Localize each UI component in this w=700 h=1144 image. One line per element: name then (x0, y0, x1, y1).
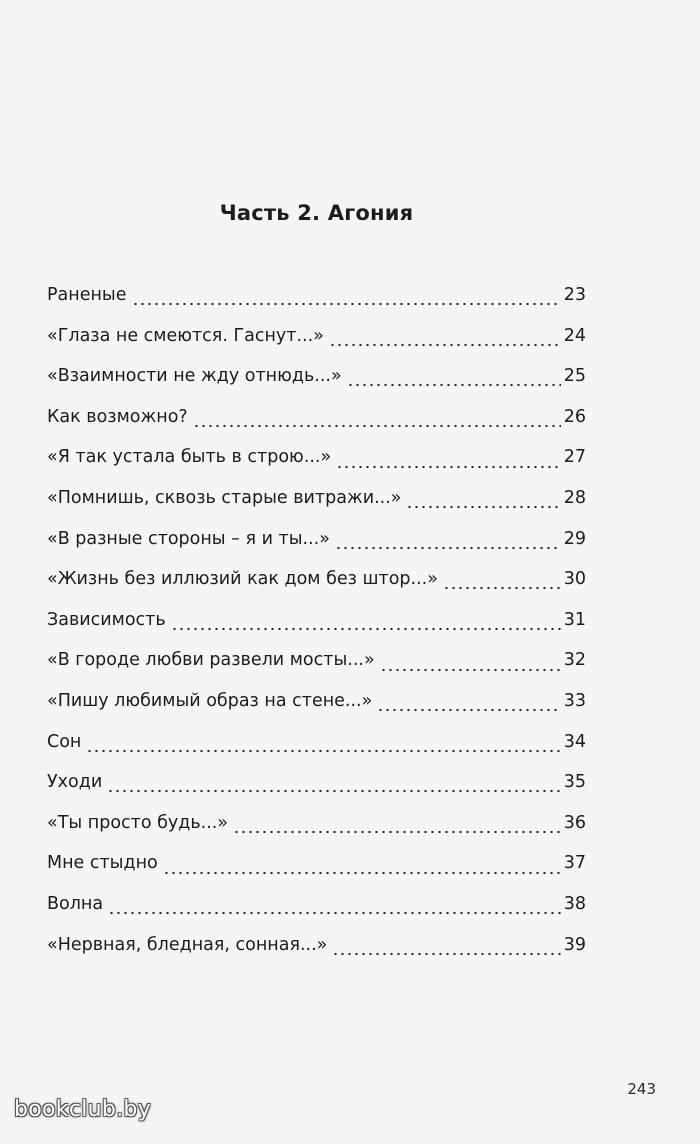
toc-entry-page: 23 (563, 285, 586, 305)
toc-entry-title: Мне стыдно (47, 853, 158, 874)
toc-entry (47, 806, 586, 847)
dot-leader (171, 627, 561, 631)
toc-entry (47, 765, 586, 806)
toc-entry-page: 38 (563, 893, 586, 914)
toc-entry-page: 39 (563, 934, 586, 955)
toc-entry-title: «В городе любви развели мосты...» (47, 650, 375, 671)
toc-entry (47, 887, 586, 928)
toc-entry-title: Как возможно? (47, 406, 188, 427)
toc-entry (47, 643, 586, 684)
toc-entry-title: «Нервная, бледная, сонная...» (47, 934, 328, 955)
toc-entry-page: 28 (563, 487, 586, 508)
toc-entry-page: 36 (563, 812, 586, 833)
dot-leader (336, 465, 561, 469)
toc-entry (47, 522, 586, 563)
dot-leader (332, 952, 560, 956)
toc-entry-title: «В разные стороны – я и ты...» (47, 528, 330, 549)
toc-entry-page: 35 (563, 772, 586, 793)
dot-leader (163, 871, 561, 875)
dot-leader (233, 830, 561, 834)
table-of-contents (47, 278, 586, 968)
toc-entry-title: «Пишу любимый образ на стене...» (47, 690, 373, 711)
dot-leader (107, 789, 561, 793)
toc-entry (47, 603, 586, 644)
toc-entry-title: Уходи (47, 772, 103, 793)
dot-leader (377, 708, 560, 712)
dot-leader (329, 343, 561, 347)
dot-leader (406, 505, 560, 509)
toc-entry-title: «Помнишь, сквозь старые витражи...» (47, 487, 402, 508)
toc-entry-page: 30 (563, 569, 586, 590)
toc-entry (47, 481, 586, 522)
toc-entry (47, 684, 586, 725)
toc-entry-page: 27 (563, 447, 586, 468)
dot-leader (443, 586, 561, 590)
toc-entry-title: «Взаимности не жду отнюдь...» (47, 366, 342, 387)
toc-entry (47, 562, 586, 603)
dot-leader (347, 383, 561, 387)
toc-entry-page: 25 (563, 366, 586, 387)
toc-entry-title: Сон (47, 731, 82, 752)
toc-entry (47, 440, 586, 481)
toc-entry-page: 33 (563, 690, 586, 711)
toc-entry-page: 29 (563, 528, 586, 549)
toc-entry-page: 24 (563, 325, 586, 346)
toc-entry-title: «Глаза не смеются. Гаснут...» (47, 325, 324, 346)
toc-entry (47, 359, 586, 400)
toc-entry-title: Волна (47, 893, 104, 914)
toc-entry (47, 846, 586, 887)
toc-entry (47, 319, 586, 360)
toc-entry-page: 31 (563, 609, 586, 630)
toc-entry-page: 37 (563, 853, 586, 874)
toc-entry-title: Раненые (47, 285, 127, 305)
dot-leader (335, 546, 561, 550)
dot-leader (132, 302, 561, 306)
dot-leader (380, 668, 561, 672)
dot-leader (193, 424, 561, 428)
toc-entry (47, 725, 586, 766)
section-title: Часть 2. Агония (219, 201, 414, 225)
toc-entry-page: 32 (563, 650, 586, 671)
dot-leader (108, 911, 561, 915)
toc-entry (47, 278, 586, 319)
toc-entry-title: «Ты просто будь...» (47, 812, 229, 833)
dot-leader (86, 749, 560, 753)
toc-entry-title: Зависимость (47, 609, 166, 630)
toc-entry-page: 26 (563, 406, 586, 427)
toc-entry-title: «Жизнь без иллюзий как дом без штор...» (47, 569, 438, 590)
watermark: bookclub.by (14, 1097, 152, 1122)
toc-entry-title: «Я так устала быть в строю...» (47, 447, 332, 468)
toc-entry-page: 34 (563, 731, 586, 752)
page-number: 243 (627, 1080, 656, 1098)
toc-entry (47, 928, 586, 969)
toc-entry (47, 400, 586, 441)
